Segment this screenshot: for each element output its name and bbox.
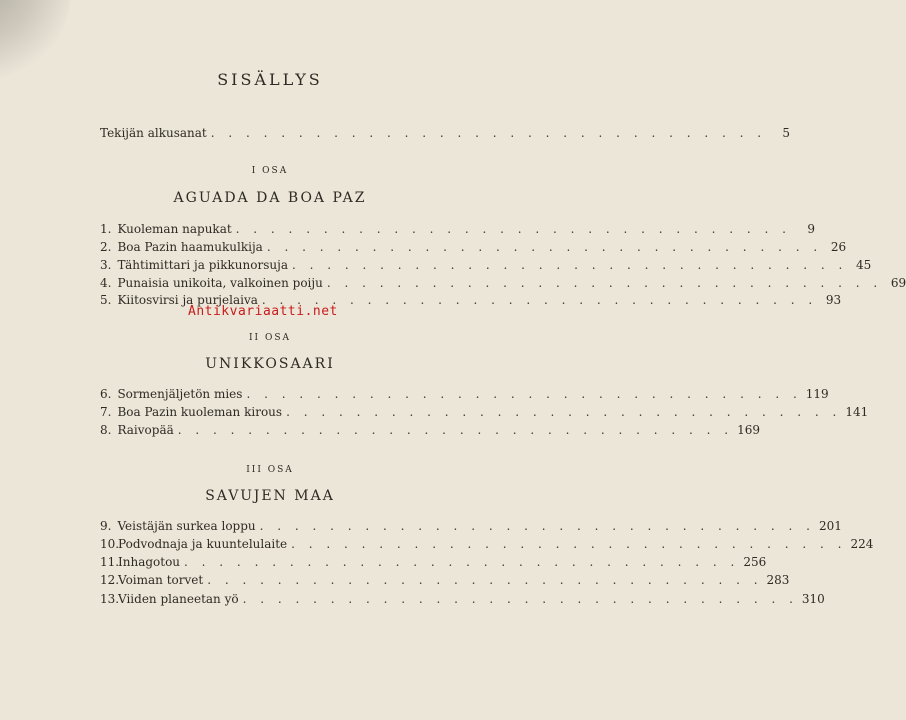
toc-entry-page: 93 — [825, 293, 842, 307]
toc-entry — [100, 258, 872, 276]
toc-entry-page: 256 — [743, 555, 767, 569]
toc-entry-title: Tekijän alkusanat — [100, 126, 207, 140]
toc-entry-page: 45 — [856, 258, 872, 272]
toc-entry-page: 169 — [737, 423, 760, 437]
toc-entry-title: Podvodnaja ja kuuntelulaite — [118, 537, 288, 551]
toc-entry-number: 12. — [100, 573, 120, 587]
toc-entry — [100, 240, 847, 258]
toc-entry-number: 1. — [100, 222, 112, 236]
toc-leader-dots: . . . . . . . . . . . . . . . . . . . . . . . . . . . . . . . . — [242, 592, 798, 606]
toc-entry — [100, 555, 767, 573]
toc-leader-dots: . . . . . . . . . . . . . . . . . . . . . . . . . . . . . . . . — [292, 258, 848, 272]
toc-entry-title: Inhagotou — [118, 555, 181, 569]
toc-leader-dots: . . . . . . . . . . . . . . . . . . . . . . . . . . . . . . . . — [261, 293, 818, 307]
toc-entry — [100, 423, 760, 441]
toc-entry-number: 10. — [100, 537, 120, 551]
toc-entry — [100, 405, 869, 423]
toc-leader-dots: . . . . . . . . . . . . . . . . . . . . . . . . . . . . . . . . — [246, 387, 802, 401]
toc-entry-page: 26 — [830, 240, 847, 254]
part-label: III OSA — [246, 465, 294, 475]
toc-entry-title: Veistäjän surkea loppu — [117, 519, 256, 533]
toc-entry-number: 9. — [100, 519, 112, 533]
toc-entry-page: 224 — [850, 537, 874, 551]
toc-entry-page: 310 — [801, 592, 825, 606]
toc-entry — [100, 573, 790, 591]
part-label: I OSA — [251, 166, 289, 176]
toc-entry-title: Viiden planeetan yö — [118, 592, 239, 606]
toc-entry-title: Tähtimittari ja pikkunorsuja — [117, 258, 288, 272]
toc-entry-title: Voiman torvet — [118, 573, 204, 587]
toc-entry-number: 2. — [100, 240, 112, 254]
toc-leader-dots: . . . . . . . . . . . . . . . . . . . . . . . . . . . . . . . . — [235, 222, 791, 236]
toc-entry-page: 5 — [782, 126, 791, 140]
toc-entry-title: Raivopää — [117, 423, 174, 437]
toc-leader-dots: . . . . . . . . . . . . . . . . . . . . . . . . . . . . . . . . — [184, 555, 740, 569]
toc-entry-page: 69 — [890, 276, 906, 290]
toc-entry-page: 9 — [807, 222, 815, 236]
toc-entry-number: 11. — [100, 555, 120, 569]
toc-entry-number: 8. — [100, 423, 112, 437]
toc-entry — [100, 222, 815, 240]
part-label: II OSA — [248, 333, 291, 343]
toc-leader-dots: . . . . . . . . . . . . . . . . . . . . . . . . . . . . . . . . — [210, 126, 767, 140]
toc-entry-title: Punaisia unikoita, valkoinen poiju — [117, 276, 323, 290]
toc-entry — [100, 537, 874, 555]
toc-entry — [100, 519, 842, 537]
toc-entry-number: 7. — [100, 405, 112, 419]
page-corner-shadow — [0, 0, 70, 80]
toc-entry-number: 3. — [100, 258, 112, 272]
toc-entry-title: Sormenjäljetön mies — [117, 387, 243, 401]
watermark-text: Antikvariaatti.net — [188, 304, 338, 319]
toc-leader-dots: . . . . . . . . . . . . . . . . . . . . . . . . . . . . . . . . — [286, 405, 842, 419]
toc-entry-page: 141 — [845, 405, 869, 419]
toc-entry-number: 4. — [100, 276, 112, 290]
toc-entry-title: Boa Pazin kuoleman kirous — [117, 405, 283, 419]
toc-entry — [100, 592, 825, 610]
toc-entry — [100, 387, 829, 405]
toc-entry-title: Kiitosvirsi ja purjelaiva — [117, 293, 258, 307]
toc-entry-page: 201 — [818, 519, 842, 533]
toc-leader-dots: . . . . . . . . . . . . . . . . . . . . . . . . . . . . . . . . — [207, 573, 763, 587]
toc-leader-dots: . . . . . . . . . . . . . . . . . . . . . . . . . . . . . . . . — [326, 276, 883, 290]
toc-leader-dots: . . . . . . . . . . . . . . . . . . . . . . . . . . . . . . . . — [177, 423, 734, 437]
section-title: UNIKKOSAARI — [205, 356, 335, 372]
toc-leader-dots: . . . . . . . . . . . . . . . . . . . . . . . . . . . . . . . . — [259, 519, 815, 533]
page-title: SISÄLLYS — [217, 70, 323, 89]
toc-entry-page: 283 — [766, 573, 790, 587]
toc-leader-dots: . . . . . . . . . . . . . . . . . . . . . . . . . . . . . . . . — [291, 537, 847, 551]
toc-entry-preface — [100, 126, 791, 144]
toc-entry-number: 6. — [100, 387, 112, 401]
toc-entry-number: 5. — [100, 293, 112, 307]
toc-entry-title: Boa Pazin haamukulkija — [117, 240, 263, 254]
section-title: SAVUJEN MAA — [205, 488, 335, 504]
toc-entry — [100, 276, 906, 294]
section-title: AGUADA DA BOA PAZ — [173, 190, 367, 206]
toc-entry-number: 13. — [100, 592, 120, 606]
toc-leader-dots: . . . . . . . . . . . . . . . . . . . . . . . . . . . . . . . . — [266, 240, 823, 254]
toc-entry-title: Kuoleman napukat — [117, 222, 232, 236]
toc-entry-page: 119 — [805, 387, 829, 401]
